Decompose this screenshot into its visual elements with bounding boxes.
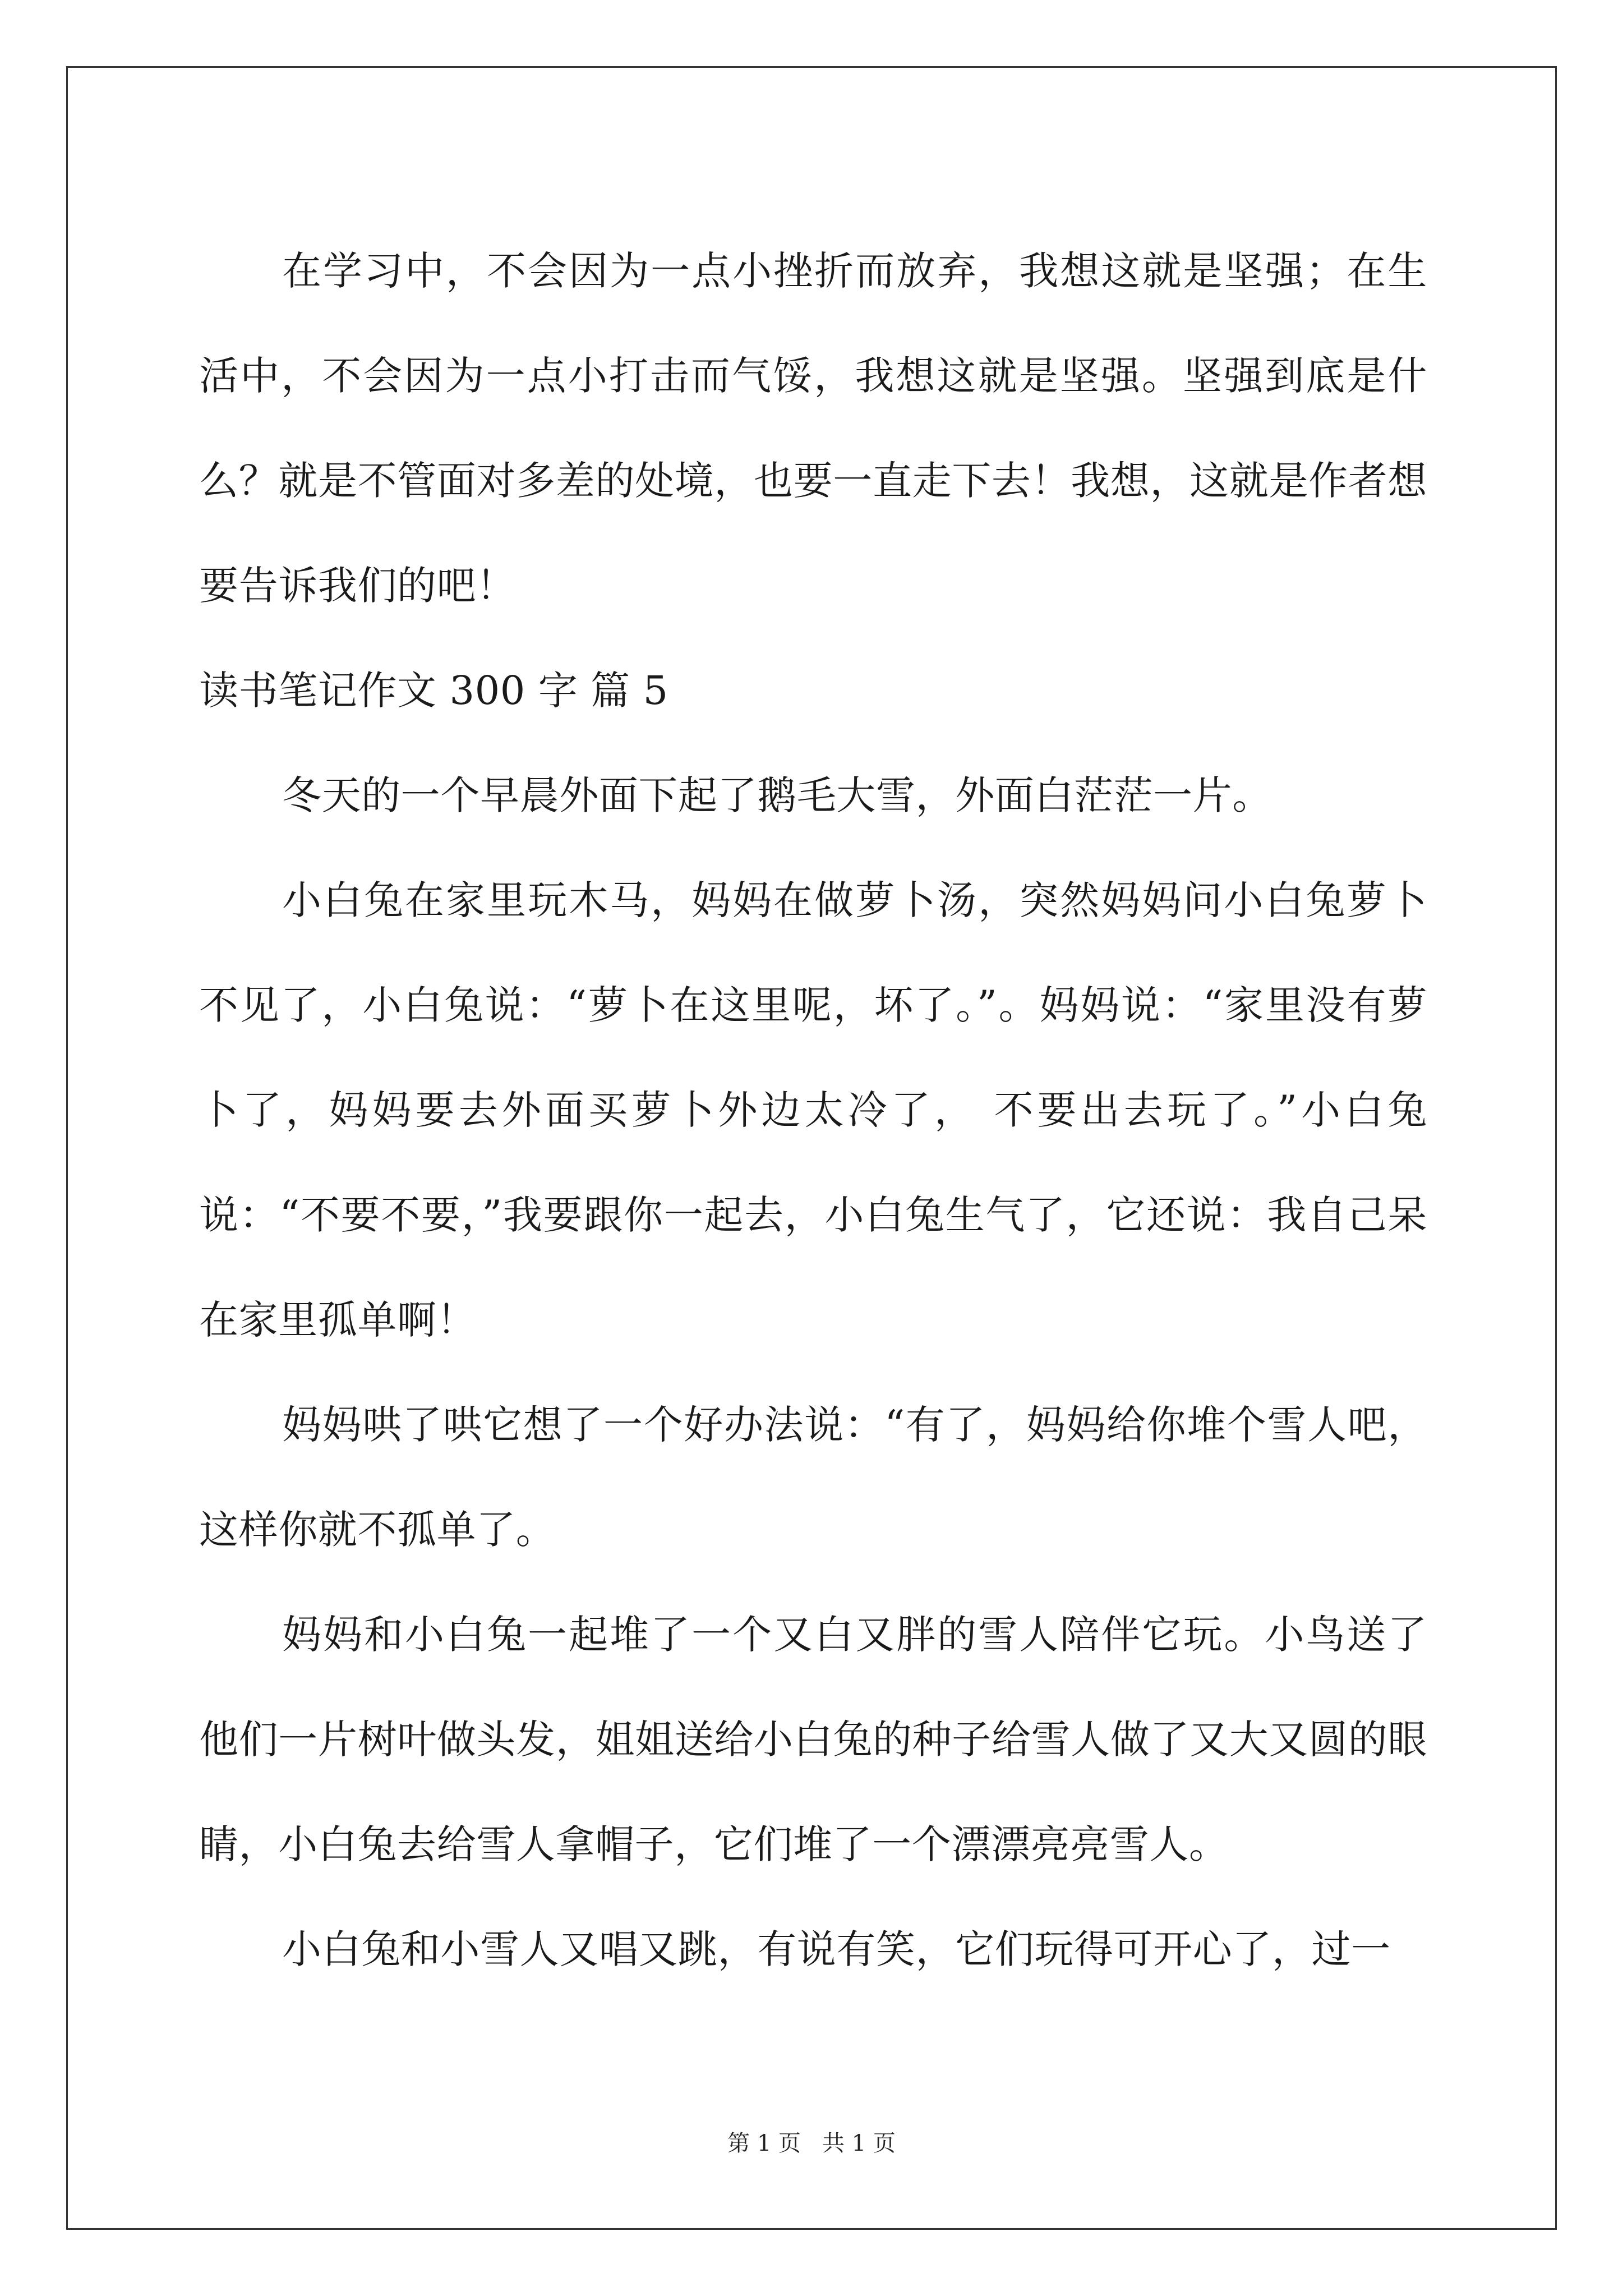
paragraph: 小白兔在家里玩木马，妈妈在做萝卜汤，突然妈妈问小白兔萝卜不见了，小白兔说：“萝卜在这里呢，坏了。”。妈妈说：“家里没有萝卜了，妈妈要去外面买萝卜外边太冷了， 不要出去玩了。”小白兔说：“不要不要，”我要跟你一起去，小白兔生气了，它还说：我自己呆在家里孤单啊！ (199, 877, 1427, 1343)
page-number-current: 第 1 页 (727, 2131, 801, 2156)
paragraph: 冬天的一个早晨外面下起了鹅毛大雪，外面白茫茫一片。 (282, 772, 1272, 818)
paragraph: 妈妈哄了哄它想了一个好办法说：“有了，妈妈给你堆个雪人吧，这样你就不孤单了。 (199, 1402, 1427, 1553)
paragraph: 小白兔和小雪人又唱又跳，有说有笑，它们玩得可开心了，过一 (282, 1926, 1391, 1972)
paragraph: 在学习中，不会因为一点小挫折而放弃，我想这就是坚强；在生活中，不会因为一点小打击而气馁，我想这就是坚强。坚强到底是什么？就是不管面对多差的处境，也要一直走下去！我想，这就是作者想要告诉我们的吧！ (199, 248, 1427, 609)
document-body (199, 219, 1427, 2002)
section-heading: 读书笔记作文 300 字 篇 5 (199, 668, 668, 714)
paragraph: 妈妈和小白兔一起堆了一个又白又胖的雪人陪伴它玩。小鸟送了他们一片树叶做头发，姐姐送给小白兔的种子给雪人做了又大又圆的眼睛，小白兔去给雪人拿帽子，它们堆了一个漂漂亮亮雪人。 (199, 1612, 1427, 1867)
page-number-total: 共 1 页 (822, 2131, 896, 2156)
page-footer (0, 2128, 1623, 2159)
